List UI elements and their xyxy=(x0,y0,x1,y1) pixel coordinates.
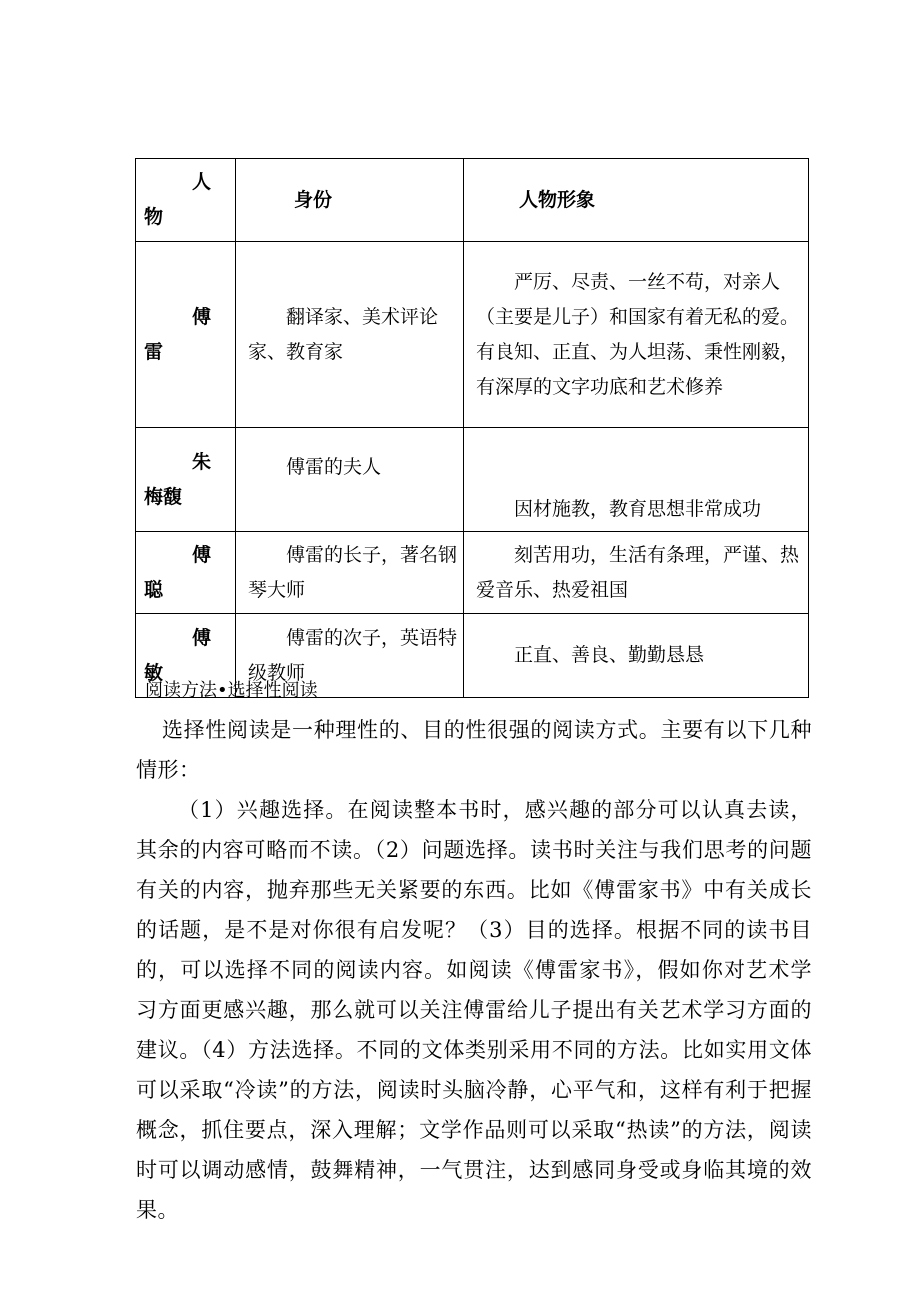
table-row xyxy=(136,532,809,614)
row-identity: 傅雷的次子，英语特级教师 xyxy=(236,614,464,698)
row-image: 刻苦用功，生活有条理，严谨、热爱音乐、热爱祖国 xyxy=(464,532,809,614)
row-image: 因材施教，教育思想非常成功 xyxy=(464,428,809,532)
table-row xyxy=(136,428,809,532)
row-name: 傅 敏 xyxy=(136,614,236,698)
row-identity: 傅雷的长子，著名钢琴大师 xyxy=(236,532,464,614)
header-person: 人 物 xyxy=(136,159,236,242)
character-table xyxy=(135,158,809,698)
header-image: 人物形象 xyxy=(464,159,809,242)
body-text xyxy=(136,710,812,1230)
paragraph-methods: （1）兴趣选择。在阅读整本书时，感兴趣的部分可以认真去读，其余的内容可略而不读。（2）问题选择。读书时关注与我们思考的问题有关的内容，抛弃那些无关紧要的东西。比如《傅雷家书》中有关成长的话题，是不是对你很有启发呢？（3）目的选择。根据不同的读书目的，可以选择不同的阅读内容。如阅读《傅雷家书》，假如你对艺术学习方面更感兴趣，那么就可以关注傅雷给儿子提出有关艺术学习方面的建议。（4）方法选择。不同的文体类别采用不同的方法。比如实用文体可以采取“冷读”的方法，阅读时头脑冷静，心平气和，这样有利于把握概念，抓住要点，深入理解；文学作品则可以采取“热读”的方法，阅读时可以调动感情，鼓舞精神，一气贯注，达到感同身受或身临其境的效果。 xyxy=(136,798,812,1222)
row-image: 严厉、尽责、一丝不苟，对亲人（主要是儿子）和国家有着无私的爱。有良知、正直、为人坦荡、秉性刚毅，有深厚的文字功底和艺术修养 xyxy=(464,242,809,428)
table-row xyxy=(136,242,809,428)
row-identity: 傅雷的夫人 xyxy=(236,428,464,532)
row-name: 傅 聪 xyxy=(136,532,236,614)
header-identity: 身份 xyxy=(236,159,464,242)
row-name: 傅 雷 xyxy=(136,242,236,428)
row-image: 正直、善良、勤勤恳恳 xyxy=(464,614,809,698)
row-name: 朱 梅馥 xyxy=(136,428,236,532)
paragraph-intro: 选择性阅读是一种理性的、目的性很强的阅读方式。主要有以下几种情形： xyxy=(136,718,812,782)
table-header-row xyxy=(136,159,809,242)
row-identity: 翻译家、美术评论家、教育家 xyxy=(236,242,464,428)
section-label: 阅读方法•选择性阅读 xyxy=(145,680,318,701)
